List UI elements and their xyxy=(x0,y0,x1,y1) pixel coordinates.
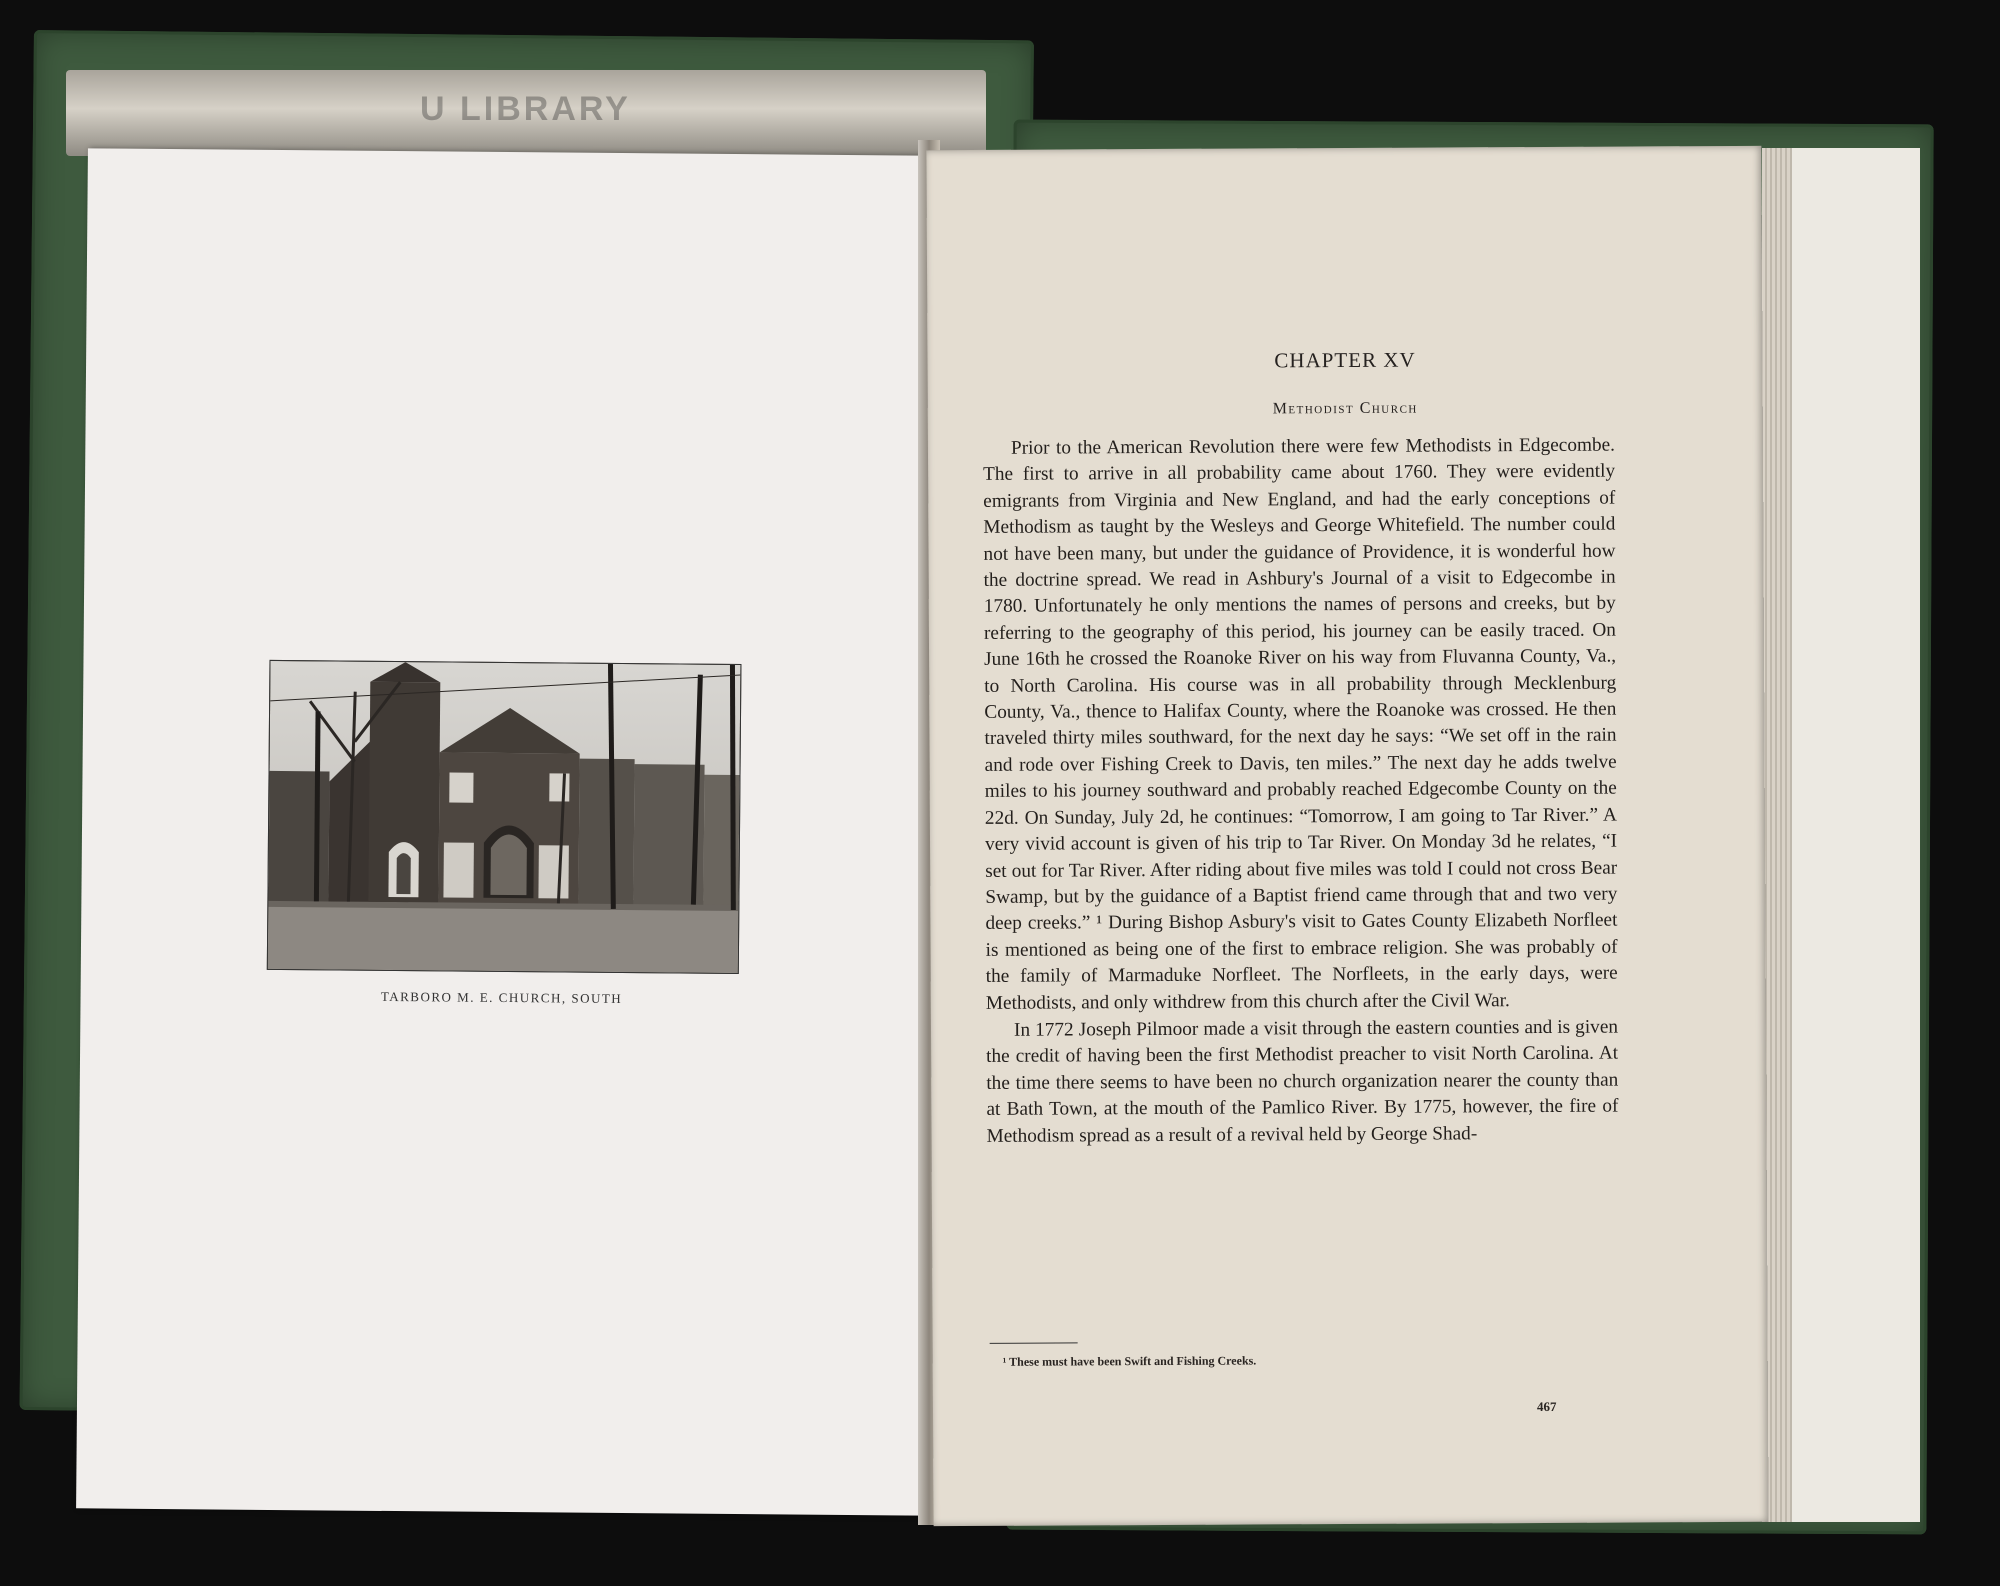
paragraph-1: Prior to the American Revolution there were few Methodists in Edgecombe. The first to arrive in all probability came about 1760. They were evidently emigrants from Virginia and New England, and had the early conceptions of Methodism as taught by the Wesleys and George Whitefield. The number could not have been many, but under the guidance of Providence, it is wonderful how the doctrine spread. We read in Ashbury's Journal of a visit to Edgecombe in 1780. Unfortunately he only mentions the names of persons and creeks, but by referring to the geography of this period, his journey can be easily traced. On June 16th he crossed the Roanoke River on his way from Fluvanna County, Va., to North Carolina. His course was in all probability through Mecklenburg County, Va., thence to Halifax County, where the Roanoke was crossed. He then traveled thirty miles southward, for the next day he says: “We set off in the rain and rode over Fishing Creek to Davis, ten miles.” The next day he adds twelve miles to his journey southward and probably reached Edgecombe County on the 22d. On Sunday, July 2d, he continues: “Tomorrow, I am going to Tar River.” A very vivid account is given of his trip to Tar River. On Monday 3d he relates, “I set out for Tar River. After riding about five miles was told I could not cross Bear Swamp, but by the guidance of a Baptist friend came through that and two very deep creeks.” ¹ During Bishop Asbury's visit to Gates County Elizabeth Norfleet is mentioned as being one of the first to embrace religion. She was probably of the family of Marmaduke Norfleet. The Norfleets, in the early days, were Methodists, and only withdrew from this church after the Civil War. xyxy=(983,434,1618,1014)
right-page xyxy=(926,146,1768,1526)
footnote-rule xyxy=(990,1342,1078,1343)
paragraph-2: In 1772 Joseph Pilmoor made a visit through the eastern counties and is given the credit of having been the first Methodist preacher to visit North Carolina. At the time there seems to have been no church organization nearer the county than at Bath Town, at the mouth of the Pamlico River. By 1775, however, the fire of Methodism spread as a result of a revival held by George Shad- xyxy=(986,1016,1619,1147)
chapter-title: CHAPTER XV xyxy=(1274,347,1416,373)
section-title: Methodist Church xyxy=(1272,399,1418,418)
library-stamp: U LIBRARY xyxy=(420,90,631,128)
photo-caption: TARBORO M. E. CHURCH, SOUTH xyxy=(380,988,623,1007)
endpaper xyxy=(1780,148,1920,1522)
page-block-top-edge xyxy=(66,70,986,156)
body-text xyxy=(983,433,1619,1150)
church-photograph xyxy=(267,660,742,974)
page-number: 467 xyxy=(1536,1398,1557,1415)
footnote: ¹ These must have been Swift and Fishing Creeks. xyxy=(1002,1353,1257,1369)
left-page xyxy=(76,148,936,1515)
